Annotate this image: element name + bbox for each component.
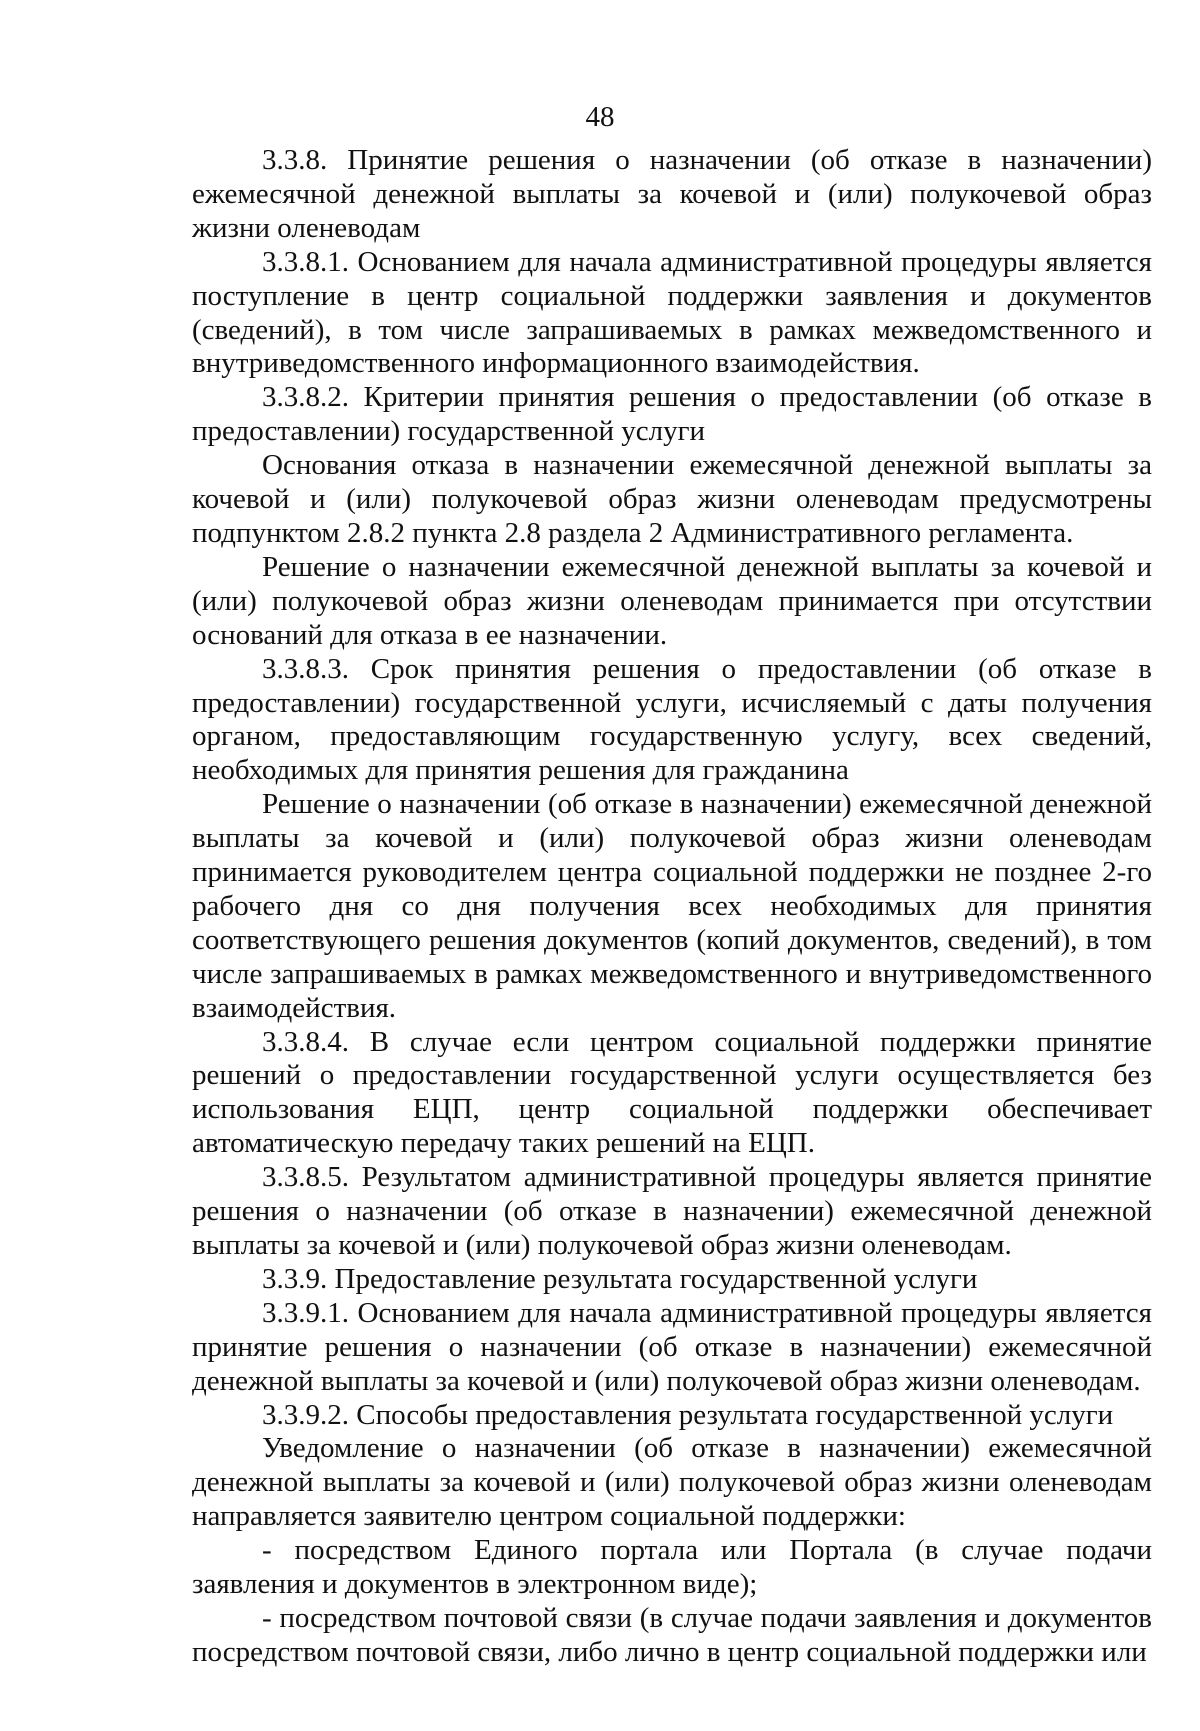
paragraph-3-3-8-3: 3.3.8.3. Срок принятия решения о предоставлении (об отказе в предоставлении) государственной услуги, исчисляемый с даты получения органом, предоставляющим государственную услугу, всех сведений, необходимых для принятия решения для гражданина xyxy=(192,652,1152,787)
page-number: 48 xyxy=(585,101,615,133)
list-item-portal: - посредством Единого портала или Портала (в случае подачи заявления и документов в электронном виде); xyxy=(192,1534,1152,1601)
paragraph-notification: Уведомление о назначении (об отказе в назначении) ежемесячной денежной выплаты за кочевой и (или) полукочевой образ жизни оленеводам направляется заявителю центром социальной поддержки: xyxy=(192,1432,1152,1533)
paragraph-3-3-9-2: 3.3.9.2. Способы предоставления результата государственной услуги xyxy=(262,1398,1114,1431)
paragraph-3-3-8-2: 3.3.8.2. Критерии принятия решения о предоставлении (об отказе в предоставлении) государственной услуги xyxy=(192,381,1152,448)
paragraph-3-3-9: 3.3.9. Предоставление результата государственной услуги xyxy=(262,1262,978,1295)
paragraph-decision-deadline: Решение о назначении (об отказе в назначении) ежемесячной денежной выплаты за кочевой и (или) полукочевой образ жизни оленеводам принимается руководителем центра социальной поддержки не позднее 2-го рабочего дня со дня получения всех необходимых для принятия соответствующего решения документов (копий документов, сведений), в том числе запрашиваемых в рамках межведомственного и внутриведомственного взаимодействия. xyxy=(192,788,1152,1024)
paragraph-3-3-9-1: 3.3.9.1. Основанием для начала административной процедуры является принятие решения о назначении (об отказе в назначении) ежемесячной денежной выплаты за кочевой и (или) полукочевой образ жизни оленеводам. xyxy=(192,1296,1152,1397)
paragraph-3-3-8-4: 3.3.8.4. В случае если центром социальной поддержки принятие решений о предоставлении государственной услуги осуществляется без использования ЕЦП, центр социальной поддержки обеспечивает автоматическую передачу таких решений на ЕЦП. xyxy=(192,1025,1152,1160)
paragraph-refusal-grounds: Основания отказа в назначении ежемесячной денежной выплаты за кочевой и (или) полукочевой образ жизни оленеводам предусмотрены подпунктом 2.8.2 пункта 2.8 раздела 2 Административного регламента. xyxy=(192,449,1152,549)
paragraph-3-3-8-5: 3.3.8.5. Результатом административной процедуры является принятие решения о назначении (об отказе в назначении) ежемесячной денежной выплаты за кочевой и (или) полукочевой образ жизни оленеводам. xyxy=(192,1161,1152,1261)
document-body xyxy=(192,144,1152,1670)
list-item-post: - посредством почтовой связи (в случае подачи заявления и документов посредством почтовой связи, либо лично в центр социальной поддержки или xyxy=(192,1601,1152,1668)
paragraph-decision-basis: Решение о назначении ежемесячной денежной выплаты за кочевой и (или) полукочевой образ жизни оленеводам принимается при отсутствии оснований для отказа в ее назначении. xyxy=(192,550,1152,651)
paragraph-3-3-8: 3.3.8. Принятие решения о назначении (об отказе в назначении) ежемесячной денежной выплаты за кочевой и (или) полукочевой образ жизни оленеводам xyxy=(192,144,1152,244)
paragraph-3-3-8-1: 3.3.8.1. Основанием для начала административной процедуры является поступление в центр социальной поддержки заявления и документов (сведений), в том числе запрашиваемых в рамках межведомственного и внутриведомственного информационного взаимодействия. xyxy=(192,245,1152,380)
